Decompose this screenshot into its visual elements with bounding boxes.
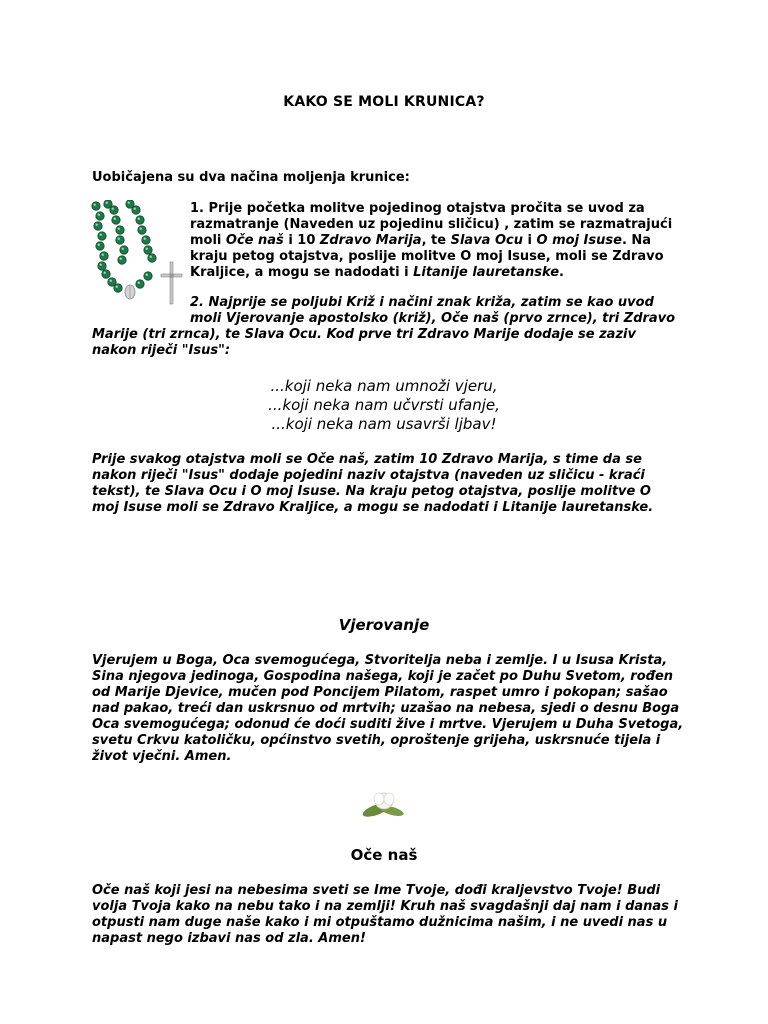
intro-text: Uobičajena su dva načina moljenja krunice:	[92, 170, 410, 185]
prayer-name: Slava Ocu	[450, 233, 523, 248]
oce-nas-heading: Oče naš	[350, 846, 418, 864]
bead-icon	[98, 262, 106, 270]
prayer-line: Oca svemogućega; odonud će doći suditi žive i mrtve. Vjerujem u Duha Svetoga,	[92, 717, 684, 732]
bead-icon	[110, 206, 118, 214]
bead-icon	[148, 254, 156, 262]
method-one-line	[190, 201, 690, 217]
method-two-line: nakon riječi "Isus":	[92, 343, 231, 358]
white-flower-icon	[356, 786, 412, 820]
method-one-text: 1. Prije početka molitve pojedinog otajstva pročita se uvod za	[190, 201, 645, 216]
method-one-line	[190, 265, 690, 281]
vjerovanje-heading: Vjerovanje	[338, 616, 430, 634]
prayer-line: Vjerujem u Boga, Oca svemogućega, Stvoritelja neba i zemlje. I u Isusa Krista,	[92, 653, 668, 668]
bead-icon	[100, 252, 108, 260]
bead-icon	[136, 280, 144, 288]
method-one-text: kraju petog otajstva, poslije molitve O moj Isuse, moli se Zdravo	[190, 249, 664, 264]
bead-icon	[144, 272, 152, 280]
method-one-text: i	[523, 233, 537, 248]
bead-icon	[98, 232, 106, 240]
prayer-line: svetu Crkvu katoličku, općinstvo svetih, oproštenje grijeha, uskrsnuće tijela i	[92, 733, 661, 748]
bead-icon	[116, 226, 124, 234]
bead-icon	[120, 246, 128, 254]
bead-icon	[96, 212, 104, 220]
prayer-line: volja Tvoja kako na nebu tako i na zemlji! Kruh naš svagdašnji daj nam i danas i	[92, 899, 678, 914]
prayer-line: otpusti nam duge naše kako i mi otpuštamo dužnicima našim, i ne uvedi nas u	[92, 915, 668, 930]
bead-icon	[142, 236, 150, 244]
method-two	[92, 295, 682, 359]
method-two-line: Marije (tri zrnca), te Slava Ocu. Kod prve tri Zdravo Marije dodaje se zaziv	[92, 327, 636, 342]
bead-icon	[96, 242, 104, 250]
method-two-line: moli Vjerovanje apostolsko (križ), Oče naš (prvo zrnce), tri Zdravo	[190, 311, 676, 326]
invocation-quote	[0, 377, 768, 434]
method-one-text: moli	[190, 233, 226, 248]
prayer-name: Litanije lauretanske	[413, 265, 560, 280]
vjerovanje-text	[92, 653, 688, 765]
prayer-line: nad pakao, treći dan uskrsnuo od mrtvih; uzašao na nebesa, sjedi o desnu Boga	[92, 701, 680, 716]
oce-nas-text	[92, 883, 688, 947]
prayer-line: Sina njegova jedinoga, Gospodina našega, koji je začet po Duhu Svetom, rođen	[92, 669, 674, 684]
bead-icon	[144, 246, 152, 254]
method-one-text: i 10	[283, 233, 320, 248]
prayer-line: napast nego izbavi nas od zla. Amen!	[92, 931, 366, 946]
method-one-text: . Na	[621, 233, 652, 248]
instructions-line: tekst), te Slava Ocu i O moj Isuse. Na kraju petog otajstva, poslije molitve O	[92, 484, 651, 499]
quote-line: ...koji neka nam usavrši ljbav!	[271, 415, 497, 433]
bead-icon	[132, 206, 140, 214]
instructions-line: Prije svakog otajstva moli se Oče naš, zatim 10 Zdravo Marija, s time da se	[92, 452, 642, 467]
prayer-line: život vječni. Amen.	[92, 749, 232, 764]
method-one-line	[190, 233, 690, 249]
method-two-line: 2. Najprije se poljubi Križ i načini znak križa, zatim se kao uvod	[190, 295, 654, 310]
method-one-text: .	[559, 265, 564, 280]
bead-icon	[136, 216, 144, 224]
instructions-line: nakon riječi "Isus" dodaje pojedini naziv otajstva (naveden uz sličicu - kraći	[92, 468, 645, 483]
prayer-line: od Marije Djevice, mučen pod Poncijem Pilatom, raspet umro i pokopan; sašao	[92, 685, 668, 700]
quote-line: ...koji neka nam učvrsti ufanje,	[268, 396, 500, 414]
method-one-text: , te	[421, 233, 451, 248]
quote-line: ...koji neka nam umnoži vjeru,	[270, 377, 498, 395]
method-one-text: razmatranje (Naveden uz pojedinu sličicu) , zatim se razmatrajući	[190, 217, 673, 232]
prayer-name: Zdravo Marija	[319, 233, 422, 248]
bead-icon	[116, 236, 124, 244]
prayer-line: Oče naš koji jesi na nebesima sveti se Ime Tvoje, dođi kraljevstvo Tvoje! Budi	[92, 883, 661, 898]
bead-icon	[102, 270, 110, 278]
bead-icon	[118, 256, 126, 264]
method-one-line	[190, 249, 690, 265]
instructions-paragraph	[92, 452, 692, 516]
method-one	[190, 201, 690, 281]
page-title: KAKO SE MOLI KRUNICA?	[283, 94, 485, 110]
instructions-line: moj Isuse moli se Zdravo Kraljice, a mogu se nadodati i Litanije lauretanske.	[92, 500, 654, 515]
method-one-text: Kraljice, a mogu se nadodati i	[190, 265, 414, 280]
bead-icon	[138, 226, 146, 234]
method-one-line	[190, 217, 690, 233]
bead-icon	[92, 202, 100, 210]
prayer-name: O moj Isuse	[536, 233, 622, 248]
bead-icon	[94, 222, 102, 230]
prayer-name: Oče naš	[225, 233, 284, 248]
bead-icon	[114, 284, 122, 292]
bead-icon	[112, 216, 120, 224]
